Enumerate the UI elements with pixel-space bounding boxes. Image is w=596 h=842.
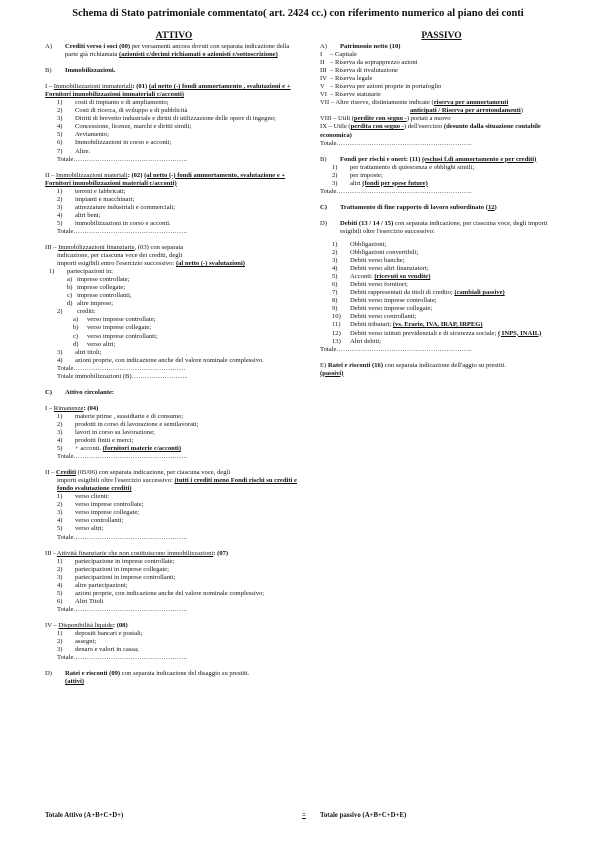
list-item: 4) altri beni; (57, 211, 101, 219)
list-item: 1) verso clienti: (57, 493, 110, 501)
subtotal-cii: Totale……………………………………………. (57, 533, 188, 541)
subtotal-a: Totale…………………………………………………….. (320, 139, 472, 147)
list-item: 5) immobilizzazioni in corso e acconti. (57, 219, 171, 227)
list-item: c) imprese controllanti, (67, 292, 132, 300)
list-item: 2) verso imprese controllate; (57, 501, 144, 509)
passivo-section-a: A) Patrimonio netto (10) (320, 43, 401, 50)
list-item: 3) altri titoli; (57, 348, 102, 356)
list-item: 6) Altri Titoli (57, 597, 104, 605)
attivo-section-b: B) Immobilizzazioni. (45, 67, 116, 75)
passivo-section-b: B) Fondi per rischi e oneri: (11) (esclusi f.di ammortamento e per crediti) (320, 155, 537, 163)
list-item: V – Riserva per azioni proprie in portafoglio (320, 83, 442, 91)
list-item: 3) altri (fondi per spese future) (332, 179, 428, 187)
list-item: 12) Debiti verso istituti previdenziali e di sicurezza sociale; ( INPS, INAIL) (332, 329, 542, 337)
list-item: 5) Avviamento; (57, 131, 109, 139)
list-item: 1) partecipazione in imprese controllate; (57, 557, 175, 565)
attivo-heading: ATTIVO (155, 31, 193, 41)
list-item: VI – Riserve statutarie (320, 91, 381, 99)
list-item: I – Capitale (320, 51, 357, 59)
list-item: a) imprese controllate; (67, 276, 130, 284)
list-item: 1) per trattamento di quiescenza e obblighi simili; (332, 163, 475, 171)
list-item: III – Riserva di rivalutazione (320, 67, 398, 75)
list-item: 11) Debiti tributari; (vs. Erario, IVA, IRAP, IRPEG) (332, 321, 483, 329)
list-item: 8) Debiti verso imprese controllate; (332, 297, 437, 305)
list-item: 3) lavori in corso su lavorazione; (57, 428, 155, 436)
list-item: c) verso imprese controllanti; (73, 332, 158, 340)
attivo-biii-heading: III – Immobilizzazioni finanziarie, (03) con separata (45, 243, 184, 251)
attivo-ci-heading: I – Rimanenze: (04) (45, 404, 99, 412)
list-item: b) verso imprese collegate; (73, 324, 152, 332)
list-item: 4) prodotti finiti e merci; (57, 437, 134, 445)
list-item: 2) crediti: (57, 308, 96, 316)
list-item: 4) Debiti verso altri finanziatori; (332, 265, 429, 273)
list-item: 2) Costi di ricerca, di sviluppo e di pubblicità (57, 107, 188, 115)
list-item: 5) verso altri; (57, 525, 104, 533)
list-item: 4) altre partecipazioni; (57, 581, 128, 589)
subtotal-b: Totale…………………………………………………….. (320, 187, 472, 195)
passivo-section-c: C) Trattamento di fine rapporto di lavoro subordinato (12) (320, 203, 497, 211)
attivo-bii-heading: II – Immobilizzazioni materiali: (02) (al netto (-) fondi ammortamento, svalutazione e + Fornitori immobilizzazioni materiali c/acconti) (45, 171, 286, 187)
attivo-biii-line3: importi esigibili entro l'esercizio successivo: (al netto (-) svalutazioni) (57, 260, 245, 268)
list-item: 9) Debiti verso imprese collegate; (332, 305, 433, 313)
list-item: 1) costi di impianto e di ampliamento; (57, 99, 169, 107)
list-item: 2) assegni; (57, 638, 97, 646)
total-attivo: Totale Attivo (A+B+C+D+) (45, 812, 124, 819)
list-item: 5) azioni proprie, con indicazione anche del valore nominale complessivo; (57, 589, 265, 597)
list-item: 1) Obbligazioni; (332, 240, 387, 248)
list-item: 5) Acconti: (ricevuti su vendite) (332, 273, 431, 281)
passivo-heading: PASSIVO (421, 31, 462, 41)
list-item: 2) per imposte; (332, 171, 383, 179)
list-item: b) imprese collegate; (67, 284, 126, 292)
total-immobilizzazioni: Totale immobilizzazioni (B)…………………….. (57, 372, 188, 380)
list-item: 3) attrezzature industriali e commerciali; (57, 203, 176, 211)
list-item: 3) denaro e valori in cassa; (57, 646, 139, 654)
attivo-cii-line2: importi esigibili oltre l'esercizio successivo: (tutti i crediti meno Fondi rischi su crediti e fondo svalutazione crediti) (57, 477, 297, 493)
list-item-cont: anticipati / Riserva per arrotondamenti) (410, 107, 523, 115)
subtotal-d: Totale…………………………………………………….. (320, 345, 472, 353)
page-title: Schema di Stato patrimoniale commentato( art. 2424 cc.) con riferimento numerico al piano dei conti (72, 8, 524, 19)
attivo-bi-heading: I – Immobilizzazioni immateriali: (01) (al netto (-) fondi ammortamento , svalutazioni e + Fornitori immobilizzazioni immateriali c/acconti) (45, 83, 291, 99)
list-item: II – Riserva da soprapprezzo azioni (320, 59, 418, 67)
attivo-section-c: C) Attivo circolante: (45, 388, 115, 396)
list-item: 3) Diritti di brevetto industriale e diritti di utilizzazione delle opere di ingegno; (57, 115, 276, 123)
list-item: 3) Debiti verso banche; (332, 257, 405, 265)
attivo-section-a: A) Crediti verso i soci (00) per versamenti ancora dovuti con separata indicazione della parte già richiamata (azionisti c/decimi richiamati o azionisti c/sottoscrizione) (45, 43, 290, 59)
list-item: 7) Debiti rappresentati da titoli di credito; (cambiali passive) (332, 289, 505, 297)
list-item: 4) Concessione, licenze, marchi e diritti simili; (57, 123, 192, 131)
list-item: 1) depositi bancari e postali; (57, 630, 143, 637)
subtotal-bi: Totale……………………………………………. (57, 155, 188, 163)
list-item: d) verso altri; (73, 340, 116, 348)
subtotal-civ: Totale……………………………………………. (57, 654, 188, 662)
list-item: 1) terreni e fabbricati; (57, 187, 126, 195)
list-item: 10) Debiti verso controllanti; (332, 313, 417, 321)
list-item: VIII – Utili (perdite con segno -) portati a nuovo (320, 115, 451, 123)
list-item: VII – Altre riserve, distintamente indicate (riserva per ammortamenti (320, 99, 509, 107)
list-item: a) verso imprese controllate; (73, 316, 156, 324)
list-item: 1) materie prime , sussidiarie e di consumo; (57, 412, 184, 420)
list-item: 5) + acconti. (fornitori materie c/acconti) (57, 445, 182, 453)
attivo-section-d: D) Ratei e risconti (09) con separata indicazione del disaggio su prestiti. (attivi) (45, 670, 250, 686)
list-item: 2) Obbligazioni convertibili; (332, 249, 419, 257)
attivo-ciii-heading: III - Attività finanziarie che non costituiscono immobilizzazioni: (07) (45, 549, 229, 557)
equals-sign: = (302, 812, 306, 819)
passivo-column (320, 30, 563, 378)
list-item: 13) Altri debiti; (332, 337, 381, 345)
list-item: 6) Debiti verso fornitori; (332, 281, 408, 289)
list-item: 2) prodotti in corso di lavorazione e semilavorati; (57, 420, 199, 428)
attivo-civ-heading: IV – Disponibilità liquide: (08) (45, 621, 128, 629)
list-item: 7) Altre. (57, 147, 91, 155)
subtotal-biii: Totale…………………………………………… (57, 364, 186, 372)
list-item: 1) partecipazioni in: (49, 268, 113, 276)
total-passivo: Totale passivo (A+B+C+D+E) (320, 812, 407, 819)
attivo-biii-line2: indicazione, per ciascuna voce dei crediti, degli (57, 252, 183, 260)
attivo-cii-heading: II – Crediti (05/06) con separata indicazione, per ciascuna voce, degli (45, 469, 231, 477)
list-item: 6) Immobilizzazioni in corso e acconti; (57, 139, 172, 147)
list-item: 2) impianti e macchinari; (57, 195, 135, 203)
list-item: 2) partecipazioni in imprese collegate; (57, 565, 169, 573)
subtotal-bii: Totale……………………………………………. (57, 227, 188, 235)
subtotal-ciii: Totale……………………………………………. (57, 605, 188, 613)
list-item: 3) partecipazioni in imprese controllanti; (57, 573, 176, 581)
list-item: IV – Riserva legale (320, 75, 373, 83)
passivo-section-e: E) Ratei e risconti (16) con separata indicazione dell'aggio su prestiti. (passivi) (320, 361, 506, 377)
list-item: 3) verso imprese collegate; (57, 509, 140, 517)
list-item: 4) azioni proprie, con indicazione anche del valore nominale complessivo. (57, 356, 264, 364)
list-item: 4) verso controllanti; (57, 517, 124, 525)
list-item: IX – Utile (perdita con segno -) dell'esercizio (desunto dalla situazione contabile economica) (320, 123, 541, 139)
passivo-section-d: D) Debiti (13 / 14 / 15) con separata indicazione, per ciascuna voce, degli importi esigibili oltre l'esercizio successivo: (320, 219, 548, 235)
attivo-column (45, 30, 303, 686)
list-item: d) altre imprese; (67, 300, 114, 308)
subtotal-ci: Totale……………………………………………. (57, 453, 188, 461)
